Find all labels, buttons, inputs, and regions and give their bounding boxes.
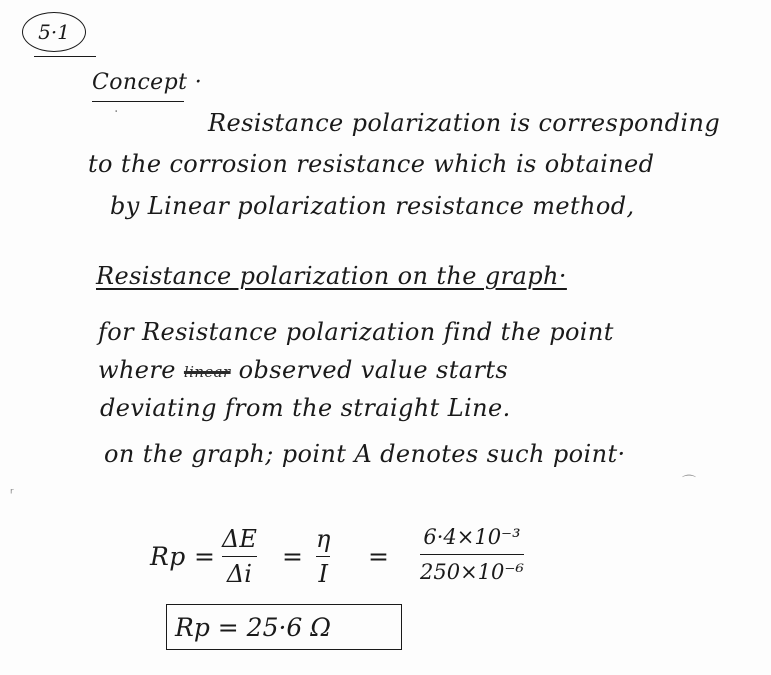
result-text: Rp = 25·6 Ω — [175, 612, 332, 642]
fraction-1-denominator: Δi — [226, 560, 252, 588]
question-number: 5·1 — [38, 20, 70, 44]
concept-underline — [92, 101, 184, 102]
fraction-3-bar — [420, 554, 524, 555]
fraction-numeric — [420, 522, 524, 587]
concept-heading: Concept · — [92, 70, 203, 95]
right-pen-tick: ⌒ — [682, 475, 696, 491]
graph-line-1: for Resistance polarization find the point — [98, 318, 614, 346]
fraction-3-denominator: 250×10⁻⁶ — [420, 560, 524, 584]
result-box — [166, 604, 402, 650]
fraction-1-numerator: ΔE — [222, 525, 257, 553]
fraction-3-numerator: 6·4×10⁻³ — [423, 525, 521, 549]
left-pen-tick: ʳ — [10, 486, 14, 502]
fraction-1-bar — [222, 556, 257, 557]
question-number-underline — [34, 56, 96, 57]
concept-line-1: Resistance polarization is corresponding — [208, 109, 721, 137]
fraction-delta-e-over-delta-i — [222, 524, 257, 589]
small-dot-mark: · — [114, 104, 119, 120]
fraction-eta-over-i — [316, 524, 330, 589]
equals-sign-1: = — [282, 542, 304, 571]
fraction-2-denominator: I — [318, 560, 328, 588]
formula-lhs: Rp = — [150, 542, 216, 571]
fraction-2-numerator: η — [316, 525, 331, 553]
question-number-circle — [22, 12, 86, 52]
struck-out-word: linear — [183, 362, 231, 381]
graph-line-2 — [98, 356, 508, 384]
concept-line-3: by Linear polarization resistance method, — [110, 192, 635, 220]
graph-line-3: deviating from the straight Line. — [100, 394, 511, 422]
concept-line-2: to the corrosion resistance which is obtained — [88, 150, 655, 178]
graph-heading: Resistance polarization on the graph· — [96, 262, 567, 290]
fraction-2-bar — [316, 556, 330, 557]
graph-line-4: on the graph; point A denotes such point· — [104, 440, 626, 468]
equals-sign-2: = — [368, 542, 390, 571]
graph-line-2-start: where — [98, 356, 176, 384]
graph-line-2-end: observed value starts — [238, 356, 509, 384]
